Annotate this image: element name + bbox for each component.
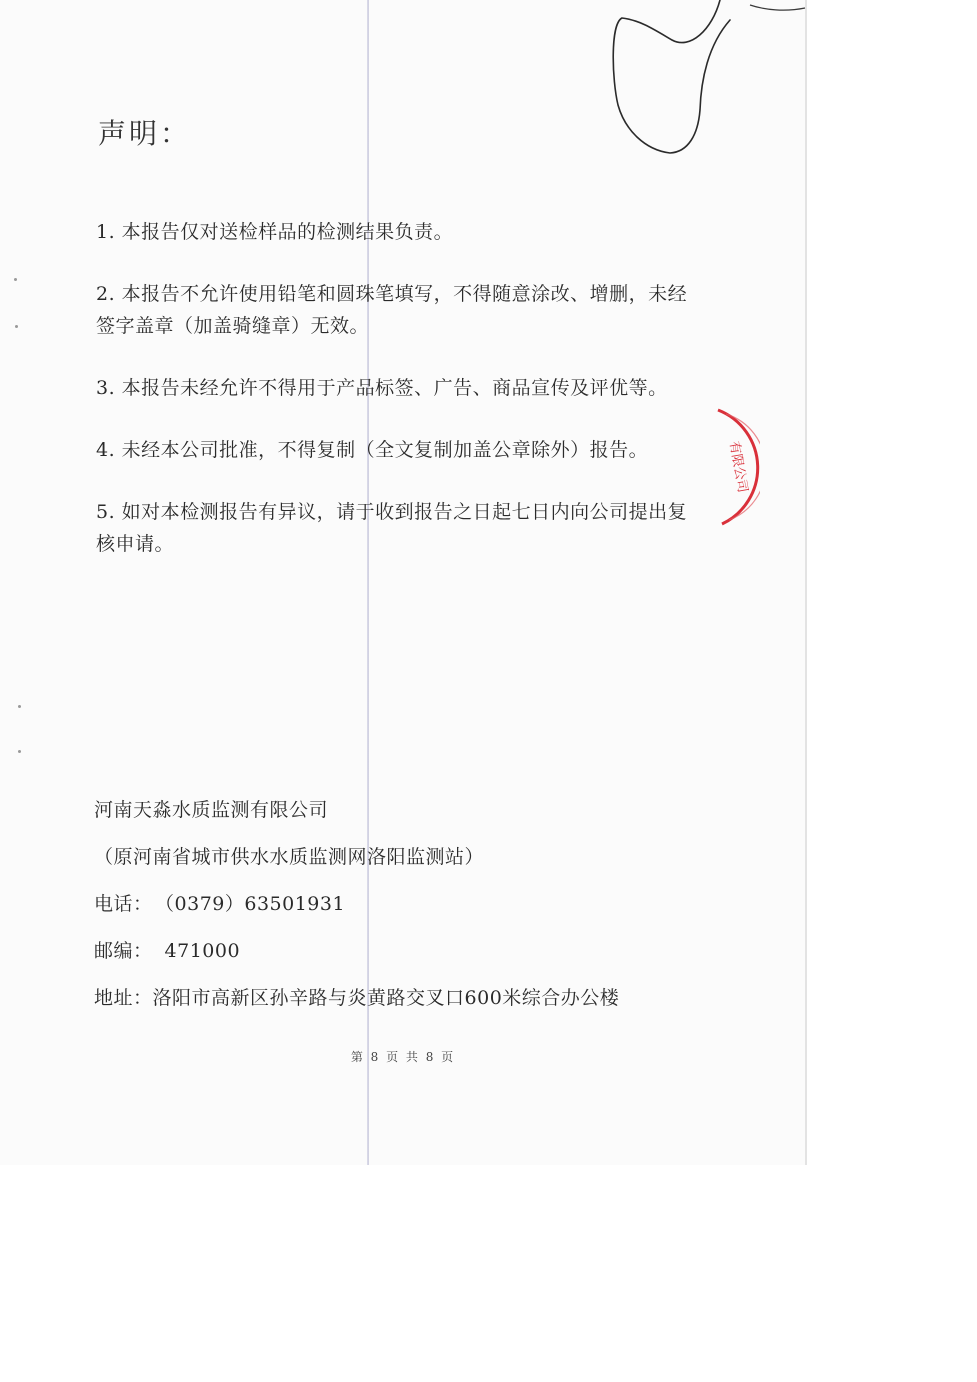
scan-speck	[14, 278, 17, 281]
page-edge	[805, 0, 807, 1165]
page-number: 第 8 页 共 8 页	[350, 1050, 456, 1064]
declaration-item-4: 4. 未经本公司批准，不得复制（全文复制加盖公章除外）报告。	[96, 439, 649, 461]
scan-speck	[18, 705, 21, 708]
declaration-item-3: 3. 本报告未经允许不得用于产品标签、广告、商品宣传及评优等。	[96, 377, 668, 399]
phone-label: 电话：	[94, 893, 153, 915]
company-former-name: （原河南省城市供水水质监测网洛阳监测站）	[94, 846, 485, 868]
address-value: 洛阳市高新区孙辛路与炎黄路交叉口600米综合办公楼	[152, 987, 620, 1009]
address-row	[94, 982, 714, 1029]
declaration-title: 声明：	[98, 117, 192, 150]
postcode-value: 471000	[164, 940, 241, 962]
company-contact	[94, 794, 714, 1029]
declaration-item-5: 5. 如对本检测报告有异议，请于收到报告之日起七日内向公司提出复核申请。	[96, 501, 688, 555]
postcode-label: 邮编：	[94, 940, 153, 962]
scan-speck	[15, 325, 18, 328]
company-name: 河南天淼水质监测有限公司	[94, 799, 329, 821]
company-seal	[700, 402, 760, 532]
declaration-item-2: 2. 本报告不允许使用铅笔和圆珠笔填写，不得随意涂改、增删，未经签字盖章（加盖骑缝章）无效。	[96, 283, 688, 337]
handwritten-mark	[600, 0, 810, 160]
seal-text: 有限公司	[726, 440, 750, 494]
phone-value: （0379）63501931	[164, 893, 346, 915]
address-label: 地址：	[94, 987, 153, 1009]
postcode-row	[94, 935, 714, 982]
phone-row	[94, 888, 714, 935]
scan-speck	[18, 750, 21, 753]
declaration-item-1: 1. 本报告仅对送检样品的检测结果负责。	[96, 221, 454, 243]
declaration-list	[96, 216, 696, 590]
